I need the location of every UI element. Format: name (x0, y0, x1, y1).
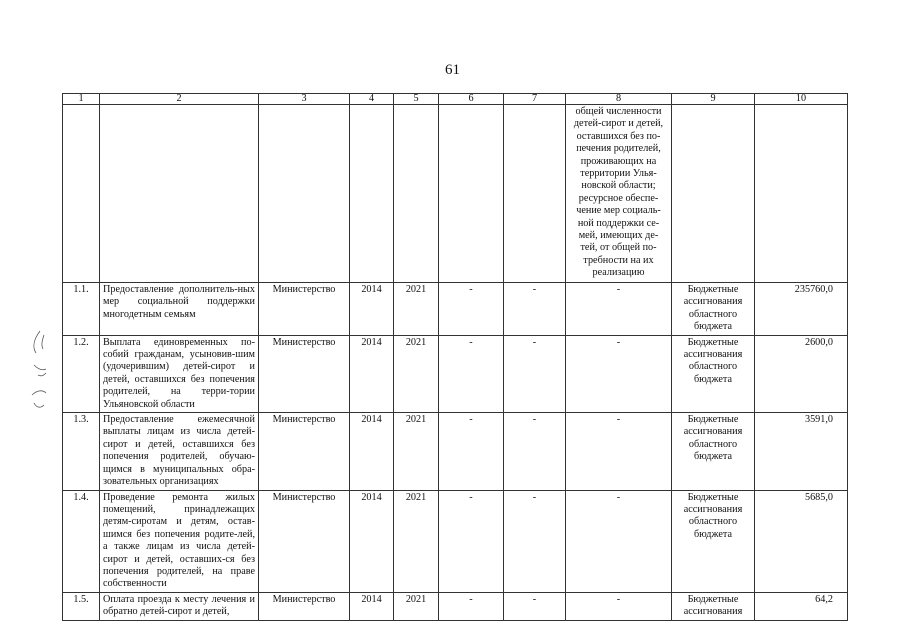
funding-source: Бюджетные ассигнования областного бюджета (672, 413, 755, 490)
col8-value: - (566, 490, 672, 592)
col7-value: - (504, 413, 566, 490)
start-year: 2014 (350, 283, 394, 336)
header-col-5: 5 (394, 94, 439, 105)
measure-name: Предоставление дополнитель-ных мер социальной поддержки многодетным семьям (100, 283, 259, 336)
continued-indicator-text: общей численности детей-сирот и детей, оставшихся без по- печения родителей, проживающих на территории Улья- новской области; ресурсное обеспе- чение мер социаль- ной поддержки се- мей, имеющих де- тей, от общей по- требности на их реализацию (566, 105, 672, 283)
col6-value: - (439, 283, 504, 336)
start-year: 2014 (350, 413, 394, 490)
header-col-8: 8 (566, 94, 672, 105)
executor: Министерство (259, 490, 350, 592)
funding-source: Бюджетные ассигнования областного бюджета (672, 283, 755, 336)
header-col-6: 6 (439, 94, 504, 105)
funding-amount: 2600,0 (755, 335, 848, 412)
header-col-7: 7 (504, 94, 566, 105)
table-row (63, 592, 848, 620)
end-year: 2021 (394, 592, 439, 620)
page-number: 61 (445, 62, 460, 78)
col8-value: - (566, 335, 672, 412)
end-year: 2021 (394, 490, 439, 592)
funding-amount: 3591,0 (755, 413, 848, 490)
funding-source: Бюджетные ассигнования областного бюджета (672, 335, 755, 412)
start-year: 2014 (350, 592, 394, 620)
col6-value: - (439, 335, 504, 412)
header-col-3: 3 (259, 94, 350, 105)
start-year: 2014 (350, 490, 394, 592)
col6-value: - (439, 490, 504, 592)
header-col-2: 2 (100, 94, 259, 105)
measure-name: Предоставление ежемесячной выплаты лицам из числа детей-сирот и детей, оставшихся без попечения родителей, обучаю-щимся в муниципальных обра-зовательных организациях (100, 413, 259, 490)
end-year: 2021 (394, 335, 439, 412)
col8-value: - (566, 283, 672, 336)
col7-value: - (504, 335, 566, 412)
table-row (63, 413, 848, 490)
start-year: 2014 (350, 335, 394, 412)
table-row (63, 490, 848, 592)
funding-amount: 235760,0 (755, 283, 848, 336)
funding-amount: 5685,0 (755, 490, 848, 592)
funding-source: Бюджетные ассигнования (672, 592, 755, 620)
row-number: 1.5. (63, 592, 100, 620)
row-number: 1.2. (63, 335, 100, 412)
col6-value: - (439, 592, 504, 620)
funding-source: Бюджетные ассигнования областного бюджета (672, 490, 755, 592)
table-row (63, 283, 848, 336)
activities-table (62, 93, 848, 621)
measure-name: Выплата единовременных по-собий гражданам, усыновив-шим (удочерившим) детей-сирот и детей, оставшихся без попечения родителей, на терри-тории Ульяновской области (100, 335, 259, 412)
row-number: 1.3. (63, 413, 100, 490)
measure-name: Проведение ремонта жилых помещений, принадлежащих детям-сиротам и детям, остав-шимся без попечения родите-лей, а также лицам из числа детей-сирот и детей, оставших-ся без попечения родителей, на праве собственности (100, 490, 259, 592)
col7-value: - (504, 490, 566, 592)
col6-value: - (439, 413, 504, 490)
col7-value: - (504, 283, 566, 336)
table-row (63, 335, 848, 412)
executor: Министерство (259, 592, 350, 620)
end-year: 2021 (394, 283, 439, 336)
measure-name: Оплата проезда к месту лечения и обратно детей-сирот и детей, (100, 592, 259, 620)
executor: Министерство (259, 413, 350, 490)
handwritten-margin-mark (24, 325, 54, 415)
header-col-1: 1 (63, 94, 100, 105)
header-row (63, 94, 848, 105)
header-col-4: 4 (350, 94, 394, 105)
row-number: 1.1. (63, 283, 100, 336)
end-year: 2021 (394, 413, 439, 490)
executor: Министерство (259, 335, 350, 412)
header-col-9: 9 (672, 94, 755, 105)
funding-amount: 64,2 (755, 592, 848, 620)
header-col-10: 10 (755, 94, 848, 105)
row-number: 1.4. (63, 490, 100, 592)
executor: Министерство (259, 283, 350, 336)
col7-value: - (504, 592, 566, 620)
continued-row (63, 105, 848, 283)
col8-value: - (566, 413, 672, 490)
col8-value: - (566, 592, 672, 620)
